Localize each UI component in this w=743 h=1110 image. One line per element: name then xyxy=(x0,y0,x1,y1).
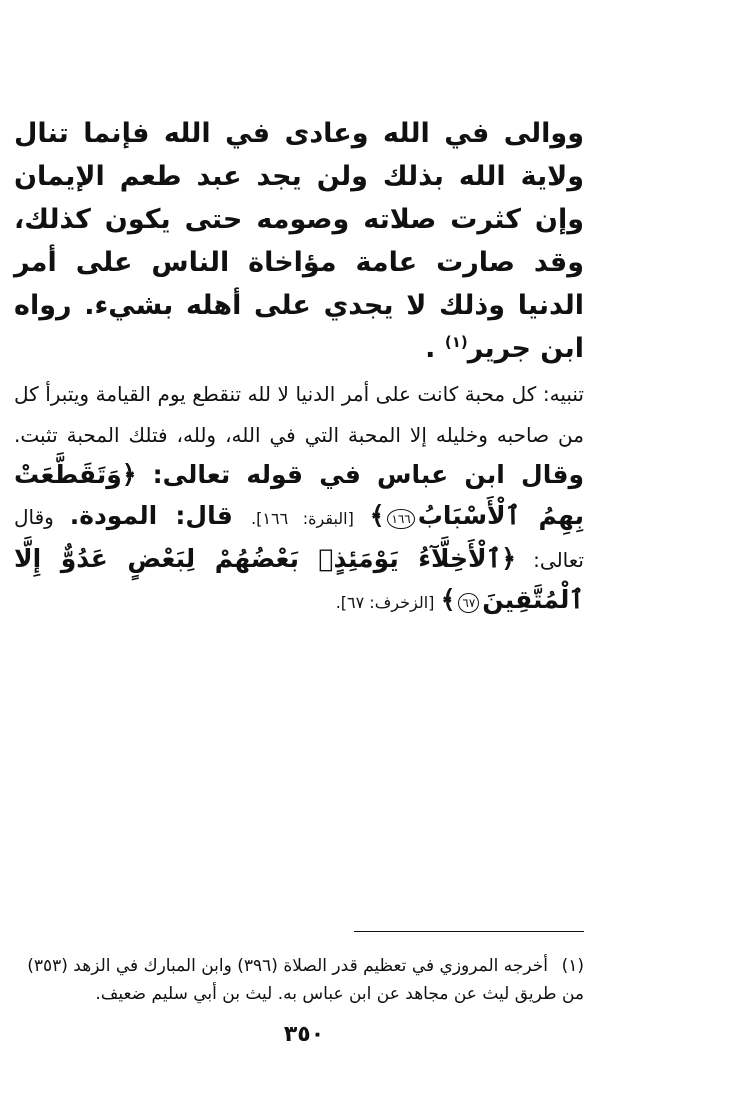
page-number: ٣٥٠ xyxy=(283,1022,325,1047)
reference-zukhruf: [الزخرف: ٦٧]. xyxy=(335,593,435,612)
qal-mawadda-text: قال: المودة. xyxy=(69,501,252,530)
footnote-item xyxy=(14,952,584,1008)
footnotes-section xyxy=(14,952,584,1008)
main-text-block xyxy=(14,112,584,623)
paragraph-tanbih xyxy=(14,374,584,623)
quran-close-bracket: ﴾ xyxy=(440,585,456,614)
footnote-separator xyxy=(354,931,584,932)
paragraph-text: ووالى في الله وعادى في الله فإنما تنال ولاية الله بذلك ولن يجد عبد طعم الإيمان وإن كثرت صلاته وصومه حتى يكون كذلك، وقد صارت عامة مؤاخاة الناس على أمر الدنيا وذلك لا يجدي على أهله بشيء. رواه ابن جرير xyxy=(14,118,584,364)
quran-verse-zukhruf: ﴿ٱلْأَخِلَّآءُ يَوْمَئِذٍۭ بَعْضُهُمْ لِبَعْضٍ عَدُوٌّ إِلَّا ٱلْمُتَّقِينَ xyxy=(14,544,584,614)
paragraph-ibn-jarir xyxy=(14,112,584,370)
ayah-number-marker: ١٦٦ xyxy=(387,509,414,529)
reference-baqarah: [البقرة: ١٦٦]. xyxy=(251,509,354,528)
footnote-number: (١) xyxy=(561,956,584,976)
paragraph-end: . xyxy=(425,333,445,364)
quran-verse-baqarah: ﴿وَتَقَطَّعَتْ بِهِمُ ٱلْأَسْبَابُ xyxy=(14,460,585,530)
tanbih-text: تنبيه: كل محبة كانت على أمر الدنيا لا لله تنقطع يوم القيامة ويتبرأ كل من صاحبه وخليله إلا المحبة التي في الله، ولله، فتلك المحبة تثبت. xyxy=(14,382,584,447)
qal-taala-text: وقال تعالى: xyxy=(14,505,584,572)
footnote-marker: (١) xyxy=(444,333,468,351)
footnote-text: أخرجه المروزي في تعظيم قدر الصلاة (٣٩٦) وابن المبارك في الزهد (٣٥٣) من طريق ليث عن مجاهد عن ابن عباس به. ليث بن أبي سليم ضعيف. xyxy=(27,956,584,1004)
ibn-abbas-text: وقال ابن عباس في قوله تعالى: xyxy=(136,460,584,489)
quran-close-bracket: ﴾ xyxy=(369,501,385,530)
ayah-number-marker: ٦٧ xyxy=(458,593,479,613)
